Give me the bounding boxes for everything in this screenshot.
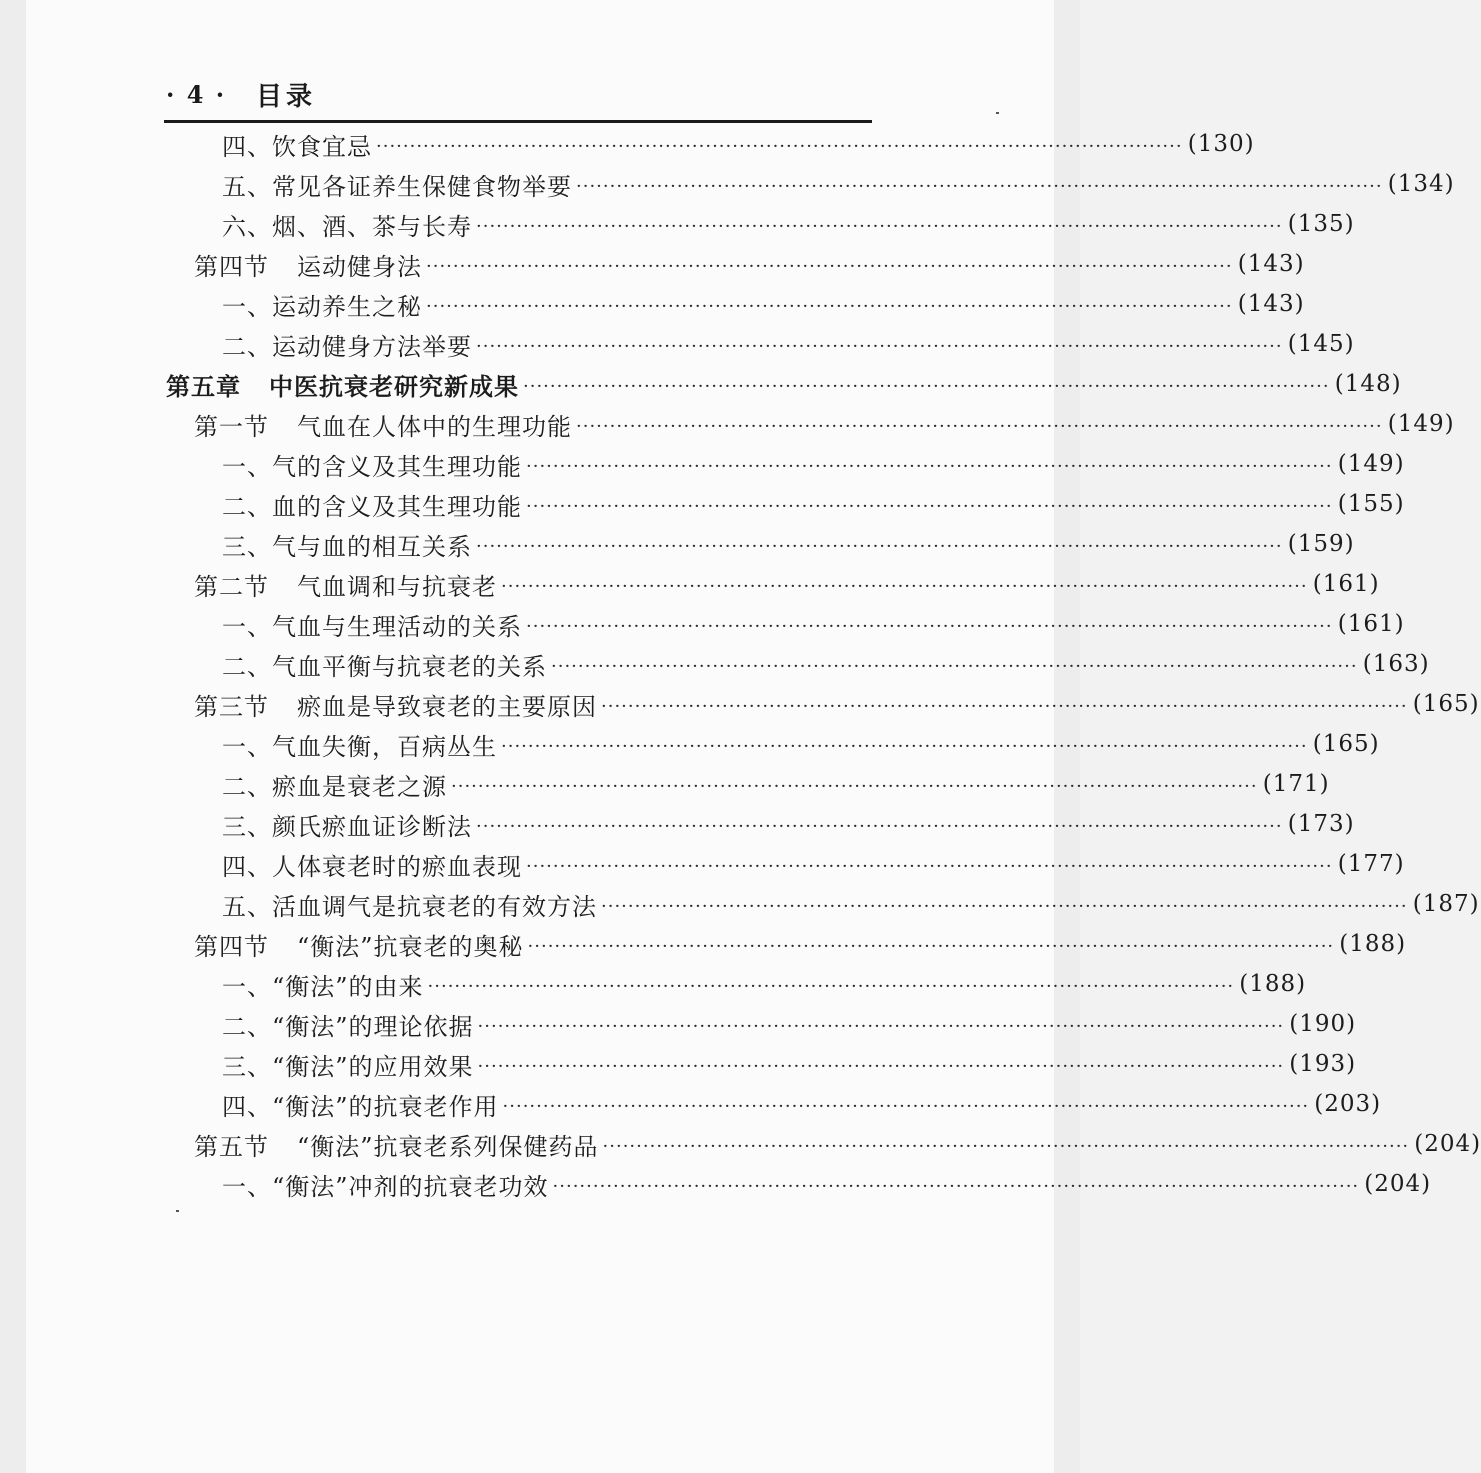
toc-entry-text (222, 1167, 549, 1202)
toc-entry-label: 二、气血平衡与抗衰老的关系 (222, 652, 547, 681)
toc-page-number: (187) (1412, 891, 1480, 917)
header-title: 目录 (256, 81, 317, 112)
toc-entry-title: 运动健身法 (297, 252, 422, 281)
toc-page-number: (171) (1262, 771, 1330, 797)
toc-page-number: (145) (1287, 331, 1355, 357)
toc-entry-text (222, 847, 522, 882)
dot-leader: ························································································································ (477, 1056, 1285, 1077)
toc-entry-title: 气血在人体中的生理功能 (297, 412, 572, 441)
toc-entry-label: 六、烟、酒、茶与长寿 (222, 212, 472, 241)
toc-entry-label: 一、“衡法”的由来 (222, 972, 424, 1001)
toc-item-entry (0, 1044, 1357, 1084)
toc-entry-text (222, 727, 497, 762)
toc-entry-title: “衡法”抗衰老的奥秘 (297, 932, 524, 961)
header-rule (164, 120, 872, 123)
scan-speck (176, 1210, 179, 1212)
toc-entry-label: 三、气与血的相互关系 (222, 532, 472, 561)
toc-entry-text (222, 487, 522, 522)
dot-leader: ························································································································ (526, 856, 1333, 877)
toc-entry-text (222, 447, 522, 482)
toc-entry-text (222, 807, 472, 842)
dot-leader: ························································································································ (551, 656, 1358, 677)
toc-section-entry (0, 1124, 1481, 1164)
toc-page-number: (190) (1289, 1011, 1357, 1037)
toc-page-number: (188) (1339, 931, 1407, 957)
dot-leader: ························································································································ (451, 776, 1258, 797)
toc-page-number: (165) (1312, 731, 1380, 757)
toc-entry-title: 气血调和与抗衰老 (297, 572, 497, 601)
toc-entry-label: 二、瘀血是衰老之源 (222, 772, 447, 801)
toc-entry-text (194, 567, 497, 602)
toc-chapter-entry (0, 364, 1402, 404)
toc-item-entry (0, 484, 1405, 524)
toc-page-number: (173) (1287, 811, 1355, 837)
dot-leader: ························································································································ (527, 936, 1335, 957)
toc-page-number: (148) (1334, 371, 1402, 397)
toc-entry-label: 三、“衡法”的应用效果 (222, 1052, 474, 1081)
toc-entry-label: 五、活血调气是抗衰老的有效方法 (222, 892, 597, 921)
toc-item-entry (0, 124, 1255, 164)
toc-entry-text (222, 767, 447, 802)
dot-leader: ························································································································ (526, 456, 1333, 477)
toc-entry-label: 一、气血失衡，百病丛生 (222, 732, 497, 761)
toc-entry-label: 五、常见各证养生保健食物举要 (222, 172, 572, 201)
toc-entry-text (194, 927, 524, 962)
toc-entry-text (222, 967, 424, 1002)
toc-entry-text (222, 527, 472, 562)
toc-item-entry (0, 1084, 1382, 1124)
toc-item-entry (0, 644, 1430, 684)
toc-page-number: (161) (1337, 611, 1405, 637)
dot-leader: ························································································································ (476, 336, 1283, 357)
dot-leader: ························································································································ (501, 576, 1308, 597)
toc-section-entry (0, 244, 1305, 284)
toc-entry-label: 二、“衡法”的理论依据 (222, 1012, 474, 1041)
toc-entry-text (222, 127, 372, 162)
toc-entry-label: 二、血的含义及其生理功能 (222, 492, 522, 521)
toc-item-entry (0, 444, 1405, 484)
toc-page-number: (177) (1337, 851, 1405, 877)
dot-leader: ························································································································ (476, 816, 1283, 837)
toc-item-entry (0, 324, 1355, 364)
toc-page-number: (165) (1412, 691, 1480, 717)
toc-entry-label: 第四节 (194, 932, 269, 961)
toc-entry-label: 第一节 (194, 412, 269, 441)
toc-page-number: (188) (1239, 971, 1307, 997)
toc-item-entry (0, 1004, 1357, 1044)
dot-leader: ························································································································ (576, 176, 1383, 197)
toc-page-number: (135) (1287, 211, 1355, 237)
toc-entry-label: 第三节 (194, 692, 269, 721)
toc-entry-text (222, 1047, 474, 1082)
toc-entry-text (222, 167, 572, 202)
toc-page-number: (193) (1289, 1051, 1357, 1077)
header-page-number: · 4 · (166, 79, 227, 109)
toc-entry-label: 四、“衡法”的抗衰老作用 (222, 1092, 499, 1121)
dot-leader: ························································································································ (601, 896, 1408, 917)
toc-page-number: (204) (1364, 1171, 1432, 1197)
toc-entry-label: 四、人体衰老时的瘀血表现 (222, 852, 522, 881)
toc-entry-text (222, 1007, 474, 1042)
table-of-contents (0, 124, 1481, 1204)
dot-leader: ························································································································ (426, 256, 1233, 277)
toc-page-number: (130) (1187, 131, 1255, 157)
toc-item-entry (0, 164, 1455, 204)
dot-leader: ························································································································ (601, 696, 1408, 717)
toc-entry-title: 瘀血是导致衰老的主要原因 (297, 692, 597, 721)
toc-entry-text (194, 687, 597, 722)
toc-item-entry (0, 204, 1355, 244)
toc-page-number: (134) (1387, 171, 1455, 197)
dot-leader: ························································································································ (476, 216, 1283, 237)
scan-speck (996, 112, 999, 114)
toc-page-number: (155) (1337, 491, 1405, 517)
toc-section-entry (0, 404, 1455, 444)
toc-entry-text (222, 287, 422, 322)
toc-entry-text (222, 887, 597, 922)
dot-leader: ························································································································ (477, 1016, 1285, 1037)
toc-page-number: (163) (1362, 651, 1430, 677)
toc-page-number: (149) (1387, 411, 1455, 437)
toc-item-entry (0, 524, 1355, 564)
toc-entry-text (194, 1127, 599, 1162)
toc-page-number: (159) (1287, 531, 1355, 557)
toc-item-entry (0, 764, 1330, 804)
toc-entry-label: 一、气的含义及其生理功能 (222, 452, 522, 481)
dot-leader: ························································································································ (526, 616, 1333, 637)
toc-entry-label: 第五节 (194, 1132, 269, 1161)
dot-leader: ························································································································ (476, 536, 1283, 557)
toc-entry-text (222, 647, 547, 682)
toc-section-entry (0, 564, 1380, 604)
toc-entry-text (222, 1087, 499, 1122)
toc-entry-title: “衡法”抗衰老系列保健药品 (297, 1132, 599, 1161)
toc-item-entry (0, 604, 1405, 644)
toc-item-entry (0, 724, 1380, 764)
dot-leader: ························································································································ (602, 1136, 1410, 1157)
toc-entry-label: 第五章 (166, 372, 241, 401)
toc-page-number: (149) (1337, 451, 1405, 477)
toc-entry-label: 一、气血与生理活动的关系 (222, 612, 522, 641)
toc-entry-label: 二、运动健身方法举要 (222, 332, 472, 361)
toc-item-entry (0, 804, 1355, 844)
toc-item-entry (0, 964, 1307, 1004)
dot-leader: ························································································································ (576, 416, 1383, 437)
toc-entry-text (166, 367, 519, 402)
toc-entry-label: 一、运动养生之秘 (222, 292, 422, 321)
toc-item-entry (0, 284, 1305, 324)
toc-entry-label: 四、饮食宜忌 (222, 132, 372, 161)
toc-page-number: (203) (1314, 1091, 1382, 1117)
toc-section-entry (0, 684, 1480, 724)
toc-page-number: (143) (1237, 291, 1305, 317)
toc-entry-text (222, 327, 472, 362)
dot-leader: ························································································································ (427, 976, 1235, 997)
toc-item-entry (0, 1164, 1432, 1204)
running-header (166, 74, 316, 114)
toc-entry-text (222, 607, 522, 642)
toc-entry-text (222, 207, 472, 242)
toc-entry-title: 中医抗衰老研究新成果 (269, 372, 519, 401)
toc-entry-label: 一、“衡法”冲剂的抗衰老功效 (222, 1172, 549, 1201)
dot-leader: ························································································································ (526, 496, 1333, 517)
dot-leader: ························································································································ (502, 1096, 1310, 1117)
toc-item-entry (0, 844, 1405, 884)
dot-leader: ························································································································ (426, 296, 1233, 317)
toc-page-number: (143) (1237, 251, 1305, 277)
toc-item-entry (0, 884, 1480, 924)
toc-entry-label: 第二节 (194, 572, 269, 601)
toc-entry-text (194, 247, 422, 282)
dot-leader: ························································································································ (552, 1176, 1360, 1197)
toc-entry-label: 三、颜氏瘀血证诊断法 (222, 812, 472, 841)
dot-leader: ························································································································ (523, 376, 1330, 397)
dot-leader: ························································································································ (376, 136, 1183, 157)
toc-page-number: (161) (1312, 571, 1380, 597)
toc-section-entry (0, 924, 1407, 964)
toc-entry-text (194, 407, 572, 442)
toc-entry-label: 第四节 (194, 252, 269, 281)
toc-page-number: (204) (1414, 1131, 1481, 1157)
dot-leader: ························································································································ (501, 736, 1308, 757)
